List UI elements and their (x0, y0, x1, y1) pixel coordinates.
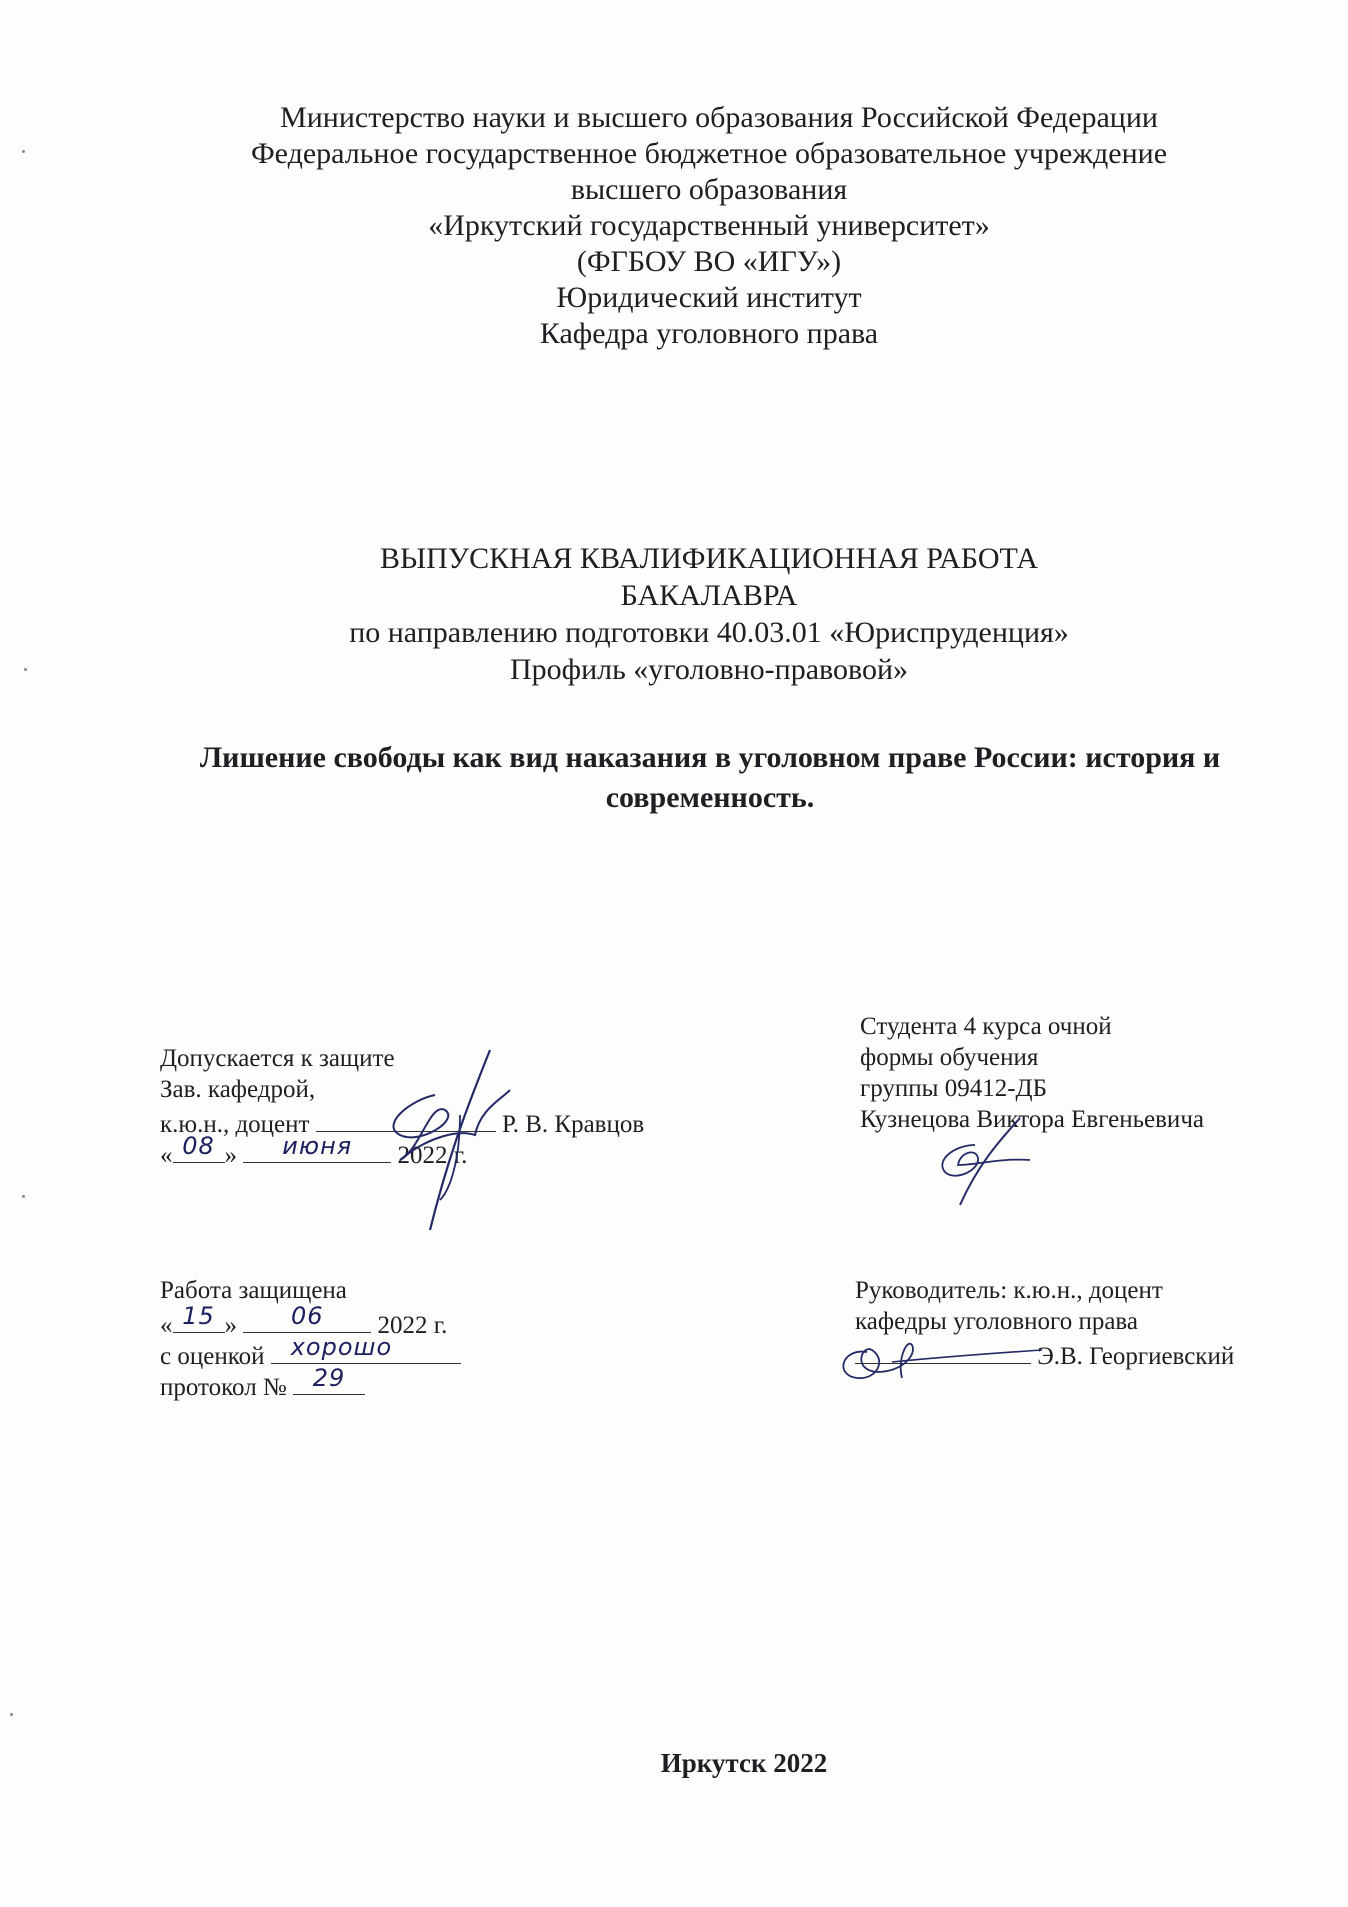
supervisor-line-2: кафедры уголовного права (855, 1308, 1138, 1335)
head-signature (340, 1040, 560, 1240)
defense-day-handwritten: 15 (182, 1302, 215, 1330)
city-year: Иркутск 2022 (660, 1748, 828, 1778)
date-quote-close: » (224, 1142, 237, 1169)
institution-header (0, 100, 1348, 352)
supervisor-line-1: Руководитель: к.ю.н., доцент (855, 1277, 1163, 1304)
education-level-line: высшего образования (570, 173, 848, 206)
thesis-topic-line-1: Лишение свободы как вид наказания в уголовном праве России: история и (199, 741, 1221, 774)
head-title: к.ю.н., доцент (160, 1111, 310, 1138)
degree-line: БАКАЛАВРА (620, 579, 798, 612)
student-name: Кузнецова Виктора Евгеньевича (860, 1106, 1204, 1133)
thesis-topic-line-2: современность. (605, 781, 815, 814)
university-name-line: «Иркутский государственный университет» (428, 209, 990, 242)
department-line: Кафедра уголовного права (539, 317, 879, 350)
ministry-line: Министерство науки и высшего образования Российской Федерации (280, 101, 1158, 134)
supervisor-name: Э.В. Георгиевский (1037, 1343, 1235, 1370)
date-day-blank (173, 1132, 225, 1163)
date-year: 2022 г. (397, 1142, 468, 1169)
protocol-handwritten: 29 (312, 1364, 346, 1392)
student-line-2: формы обучения (860, 1044, 1039, 1071)
admission-line-2: Зав. кафедрой, (160, 1076, 316, 1103)
admission-line-1: Допускается к защите (160, 1045, 395, 1072)
profile-line: Профиль «уголовно-правовой» (510, 653, 908, 686)
work-type-line: ВЫПУСКНАЯ КВАЛИФИКАЦИОННАЯ РАБОТА (380, 542, 1038, 575)
defense-quote-close: » (224, 1312, 237, 1339)
direction-line: по направлению подготовки 40.03.01 «Юриспруденция» (349, 616, 1069, 649)
scan-speck (22, 1195, 25, 1198)
protocol-label: протокол № (160, 1374, 287, 1401)
student-signature (920, 1110, 1040, 1210)
head-name: Р. В. Кравцов (501, 1111, 645, 1138)
defense-month-blank (243, 1302, 371, 1333)
defense-block (160, 1275, 461, 1399)
supervisor-signature (832, 1330, 1052, 1390)
scan-speck (22, 150, 25, 153)
grade-handwritten: хорошо (290, 1333, 393, 1361)
thesis-topic (120, 738, 1300, 818)
institution-type-line: Федеральное государственное бюджетное образовательное учреждение (250, 137, 1168, 170)
defense-year: 2022 г. (377, 1312, 448, 1339)
defense-day-blank (173, 1302, 225, 1333)
scan-speck (24, 668, 27, 671)
grade-blank (271, 1333, 461, 1364)
date-quote-open: « (160, 1142, 173, 1169)
protocol-line (160, 1364, 461, 1401)
date-day-handwritten: 08 (182, 1132, 215, 1160)
scan-speck (10, 1713, 13, 1716)
university-abbr-line: (ФГБОУ ВО «ИГУ») (576, 245, 842, 278)
date-month-handwritten: июня (282, 1132, 353, 1160)
student-line-1: Студента 4 курса очной (860, 1013, 1112, 1040)
protocol-blank (293, 1364, 365, 1395)
defense-quote-open: « (160, 1312, 173, 1339)
institute-line: Юридический институт (556, 281, 862, 314)
defense-line-1: Работа защищена (160, 1277, 347, 1304)
grade-label: с оценкой (160, 1343, 265, 1370)
work-type (0, 540, 1348, 688)
student-line-3: группы 09412-ДБ (860, 1075, 1047, 1102)
defense-month-handwritten: 06 (290, 1302, 324, 1330)
